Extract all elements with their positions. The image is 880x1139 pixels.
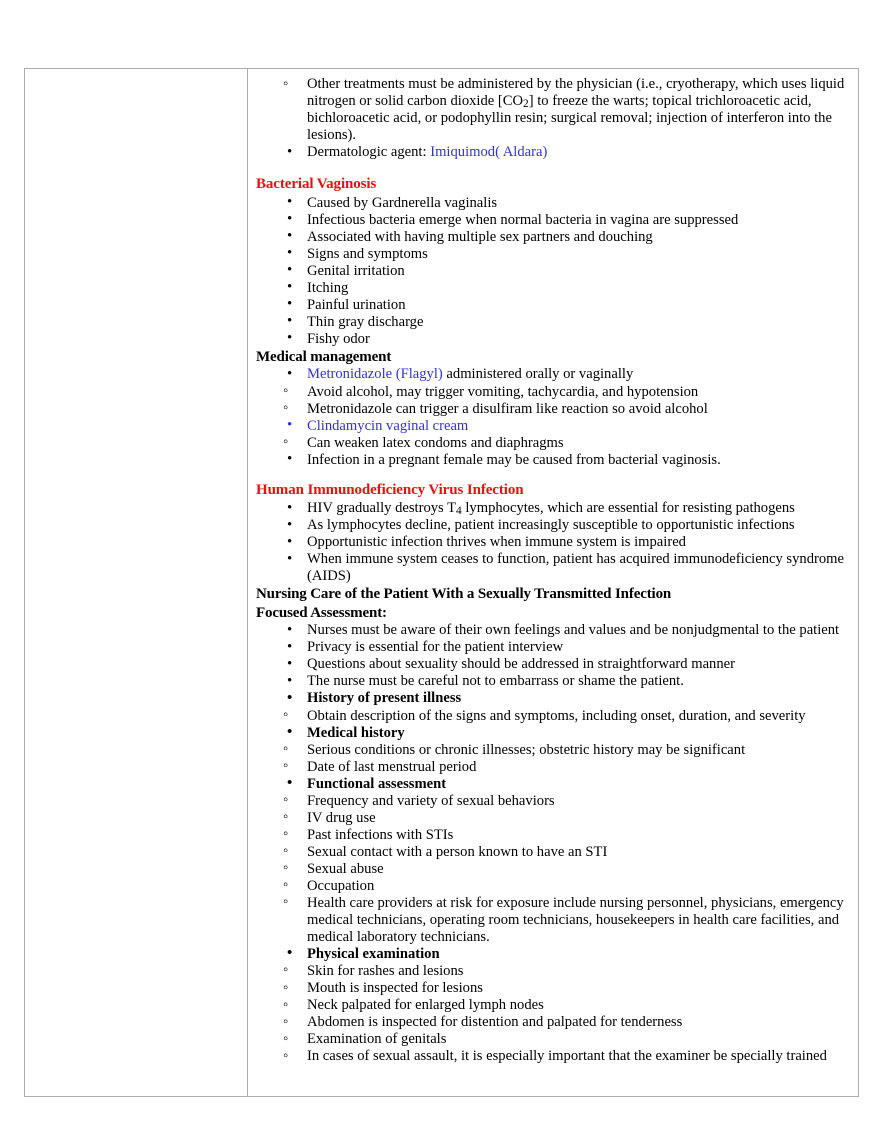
list-item: • Caused by Gardnerella vaginalis — [254, 195, 850, 212]
list-item: ◦ Sexual abuse — [254, 861, 850, 878]
list-item: • The nurse must be careful not to embarrass or shame the patient. — [254, 673, 850, 690]
list-item — [254, 76, 850, 144]
list-group-physical-examination — [254, 946, 850, 963]
list-item: • Infectious bacteria emerge when normal bacteria in vagina are suppressed — [254, 212, 850, 229]
list-medical-history-subbullets — [254, 742, 850, 776]
list-item: • History of present illness — [254, 690, 850, 707]
list-group-history-of-present-illness — [254, 690, 850, 707]
list-item: ◦ Past infections with STIs — [254, 827, 850, 844]
list-item: ◦ Neck palpated for enlarged lymph nodes — [254, 997, 850, 1014]
list-item: • Signs and symptoms — [254, 246, 850, 263]
list-item — [254, 418, 850, 435]
list-item: ◦ Metronidazole can trigger a disulfiram like reaction so avoid alcohol — [254, 401, 850, 418]
list-item: ◦ In cases of sexual assault, it is especially important that the examiner be specially trained — [254, 1048, 850, 1065]
list-item: ◦ Occupation — [254, 878, 850, 895]
list-physical-examination-subbullets — [254, 963, 850, 1065]
heading-nursing-care: Nursing Care of the Patient With a Sexually Transmitted Infection — [256, 586, 672, 603]
list-hiv — [254, 500, 850, 585]
list-item: • As lymphocytes decline, patient increasingly susceptible to opportunistic infections — [254, 517, 850, 534]
list-item: ◦ Can weaken latex condoms and diaphragms — [254, 435, 850, 452]
list-functional-assessment-subbullets — [254, 793, 850, 946]
list-item: • Itching — [254, 280, 850, 297]
list-item: ◦ Frequency and variety of sexual behaviors — [254, 793, 850, 810]
list-group-medical-history — [254, 725, 850, 742]
text-hiv-t4: HIV gradually destroys $T_4$ lymphocytes, which are essential for resisting pathogens — [307, 500, 795, 517]
list-clindamycin — [254, 418, 850, 435]
heading-bacterial-vaginosis: Bacterial Vaginosis — [256, 176, 377, 193]
list-item: ◦ Date of last menstrual period — [254, 759, 850, 776]
list-focused-assessment-plain — [254, 622, 850, 690]
list-item: • Nurses must be aware of their own feelings and values and be nonjudgmental to the patient — [254, 622, 850, 639]
list-dermatologic-agent — [254, 144, 850, 161]
list-pregnancy-note — [254, 452, 850, 469]
text-metronidazole-rest: administered orally or vaginally — [442, 366, 634, 383]
list-item: ◦ Obtain description of the signs and symptoms, including onset, duration, and severity — [254, 708, 850, 725]
list-item: • Questions about sexuality should be addressed in straightforward manner — [254, 656, 850, 673]
list-item: ◦ Abdomen is inspected for distention and palpated for tenderness — [254, 1014, 850, 1031]
table-cell-left-empty — [25, 69, 248, 1097]
list-medical-management — [254, 366, 850, 383]
list-item: • Associated with having multiple sex partners and douching — [254, 229, 850, 246]
list-item: ◦ Sexual contact with a person known to have an STI — [254, 844, 850, 861]
list-group-functional-assessment — [254, 776, 850, 793]
list-item: • When immune system ceases to function, patient has acquired immunodeficiency syndrome (AIDS) — [254, 551, 850, 585]
heading-hiv: Human Immunodeficiency Virus Infection — [256, 481, 524, 498]
list-item: • Infection in a pregnant female may be caused from bacterial vaginosis. — [254, 452, 850, 469]
list-bacterial-vaginosis — [254, 195, 850, 348]
list-item: • Genital irritation — [254, 263, 850, 280]
list-item: • Painful urination — [254, 297, 850, 314]
text-other-treatments: Other treatments must be administered by the physician (i.e., cryotherapy, which uses liquid nitrogen or solid carbon dioxide $[CO_2]$ to freeze the warts; topical trichloroacetic acid, bichloroacetic acid, or podophyllin resin; surgical removal; injection of interferon into the lesions). — [307, 76, 845, 144]
list-item — [254, 144, 850, 161]
notes-content — [254, 76, 850, 1065]
list-item: ◦ Health care providers at risk for exposure include nursing personnel, physicians, emergency medical technicians, operating room technicians, housekeepers in health care facilities, and medical laboratory technicians. — [254, 895, 850, 946]
text-dermatologic-agent-prefix: Dermatologic agent: — [307, 144, 431, 161]
list-item: ◦ Avoid alcohol, may trigger vomiting, tachycardia, and hypotension — [254, 384, 850, 401]
list-item: • Privacy is essential for the patient interview — [254, 639, 850, 656]
list-item: ◦ Serious conditions or chronic illnesses; obstetric history may be significant — [254, 742, 850, 759]
list-clindamycin-subbullets — [254, 435, 850, 452]
list-metronidazole-subbullets — [254, 384, 850, 418]
table-cell-right-content — [248, 69, 859, 1097]
list-item — [254, 500, 850, 517]
list-item: • Thin gray discharge — [254, 314, 850, 331]
list-item: • Physical examination — [254, 946, 850, 963]
list-item: • Functional assessment — [254, 776, 850, 793]
drug-name-metronidazole: Metronidazole (Flagyl) — [307, 366, 443, 383]
list-item: ◦ Mouth is inspected for lesions — [254, 980, 850, 997]
list-item: • Fishy odor — [254, 331, 850, 348]
list-item: ◦ Skin for rashes and lesions — [254, 963, 850, 980]
list-item: • Opportunistic infection thrives when immune system is impaired — [254, 534, 850, 551]
list-item — [254, 366, 850, 383]
list-continued-subbullets — [254, 76, 850, 144]
drug-name-imiquimod: Imiquimod( Aldara) — [430, 144, 548, 161]
list-item: • Medical history — [254, 725, 850, 742]
list-item: ◦ IV drug use — [254, 810, 850, 827]
list-item: ◦ Examination of genitals — [254, 1031, 850, 1048]
subheading-focused-assessment: Focused Assessment: — [256, 604, 387, 621]
heading-medical-management: Medical management — [256, 348, 392, 365]
table-row — [25, 69, 859, 1097]
list-history-of-present-illness-subbullets — [254, 708, 850, 725]
notes-table — [24, 68, 859, 1097]
drug-name-clindamycin: Clindamycin vaginal cream — [307, 417, 469, 434]
